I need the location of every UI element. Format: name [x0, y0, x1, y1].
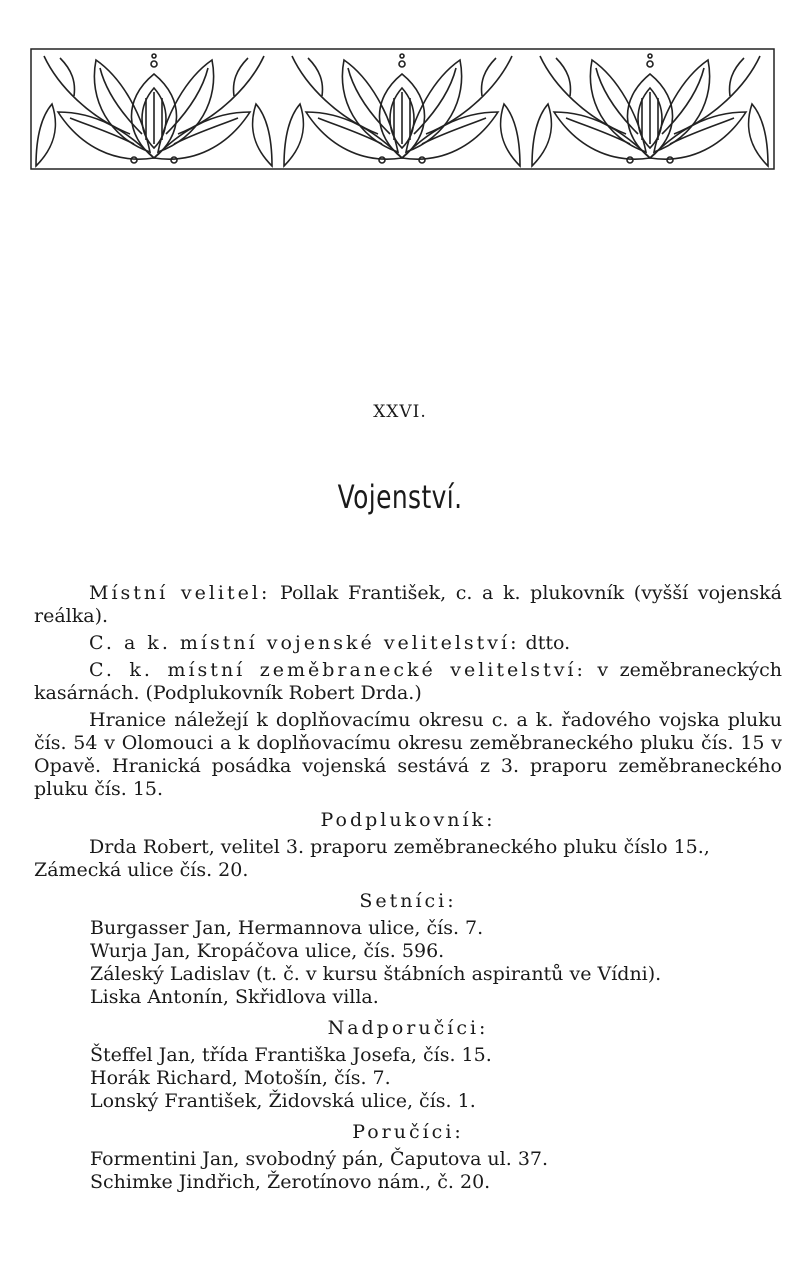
- roster-entry: Horák Richard, Motošín, čís. 7.: [90, 1067, 391, 1089]
- section-lieutenants: [34, 1121, 782, 1194]
- paragraph-military-command: [34, 632, 782, 655]
- paragraph-label: Místní velitel:: [89, 582, 271, 604]
- section-heading: Podplukovník:: [320, 809, 496, 831]
- floral-ornament-banner: [30, 48, 775, 170]
- page-body: [34, 582, 782, 1194]
- roster-entry: Liska Antonín, Skřidlova villa.: [90, 986, 379, 1008]
- roster-entry: Šteffel Jan, třída Františka Josefa, čís. 15.: [90, 1044, 492, 1066]
- roster-entry: Wurja Jan, Kropáčova ulice, čís. 596.: [90, 940, 445, 962]
- paragraph-text: dtto.: [519, 632, 571, 654]
- paragraph-recruitment-districts: Hranice náležejí k doplňovacímu okresu c. a k. řadového vojska pluku čís. 54 v Olomouci a k doplňovacímu okresu zeměbraneckého pluku čís. 15 v Opavě. Hranická posádka vojenská sestává z 3. praporu zeměbraneckého pluku čís. 15.: [34, 709, 782, 800]
- roster-entry: Drda Robert, velitel 3. praporu zeměbraneckého pluku číslo 15., Zámecká ulice čís. 20.: [34, 836, 710, 881]
- section-heading: Poručíci:: [352, 1121, 464, 1143]
- chapter-number: XXVI.: [373, 402, 427, 422]
- paragraph-label: C. a k. místní vojenské velitelství:: [89, 632, 520, 654]
- paragraph-landwehr-command: [34, 659, 782, 705]
- paragraph-local-commander: [34, 582, 782, 628]
- roster-entry: Záleský Ladislav (t. č. v kursu štábních aspirantů ve Vídni).: [90, 963, 662, 985]
- section-heading: Nadporučíci:: [327, 1017, 489, 1039]
- paragraph-text: Pollak František, c. a k. plukovník (vyšší vojenská reálka).: [34, 582, 782, 627]
- roster-entry: Burgasser Jan, Hermannova ulice, čís. 7.: [90, 917, 484, 939]
- paragraph-label: C. k. místní zeměbranecké velitelství:: [89, 659, 586, 681]
- roster-entry: Lonský František, Židovská ulice, čís. 1.: [90, 1090, 476, 1112]
- paragraph-text: v zeměbraneckých kasárnách. (Podplukovník Robert Drda.): [34, 659, 782, 704]
- section-lieutenant-colonel: [34, 809, 782, 882]
- roster-entry: Schimke Jindřich, Žerotínovo nám., č. 20.: [90, 1171, 491, 1193]
- chapter-title: Vojenství.: [337, 478, 463, 516]
- roster-entry: Formentini Jan, svobodný pán, Čaputova ul. 37.: [90, 1148, 549, 1170]
- section-first-lieutenants: [34, 1017, 782, 1113]
- section-heading: Setníci:: [359, 890, 457, 912]
- section-captains: [34, 890, 782, 1009]
